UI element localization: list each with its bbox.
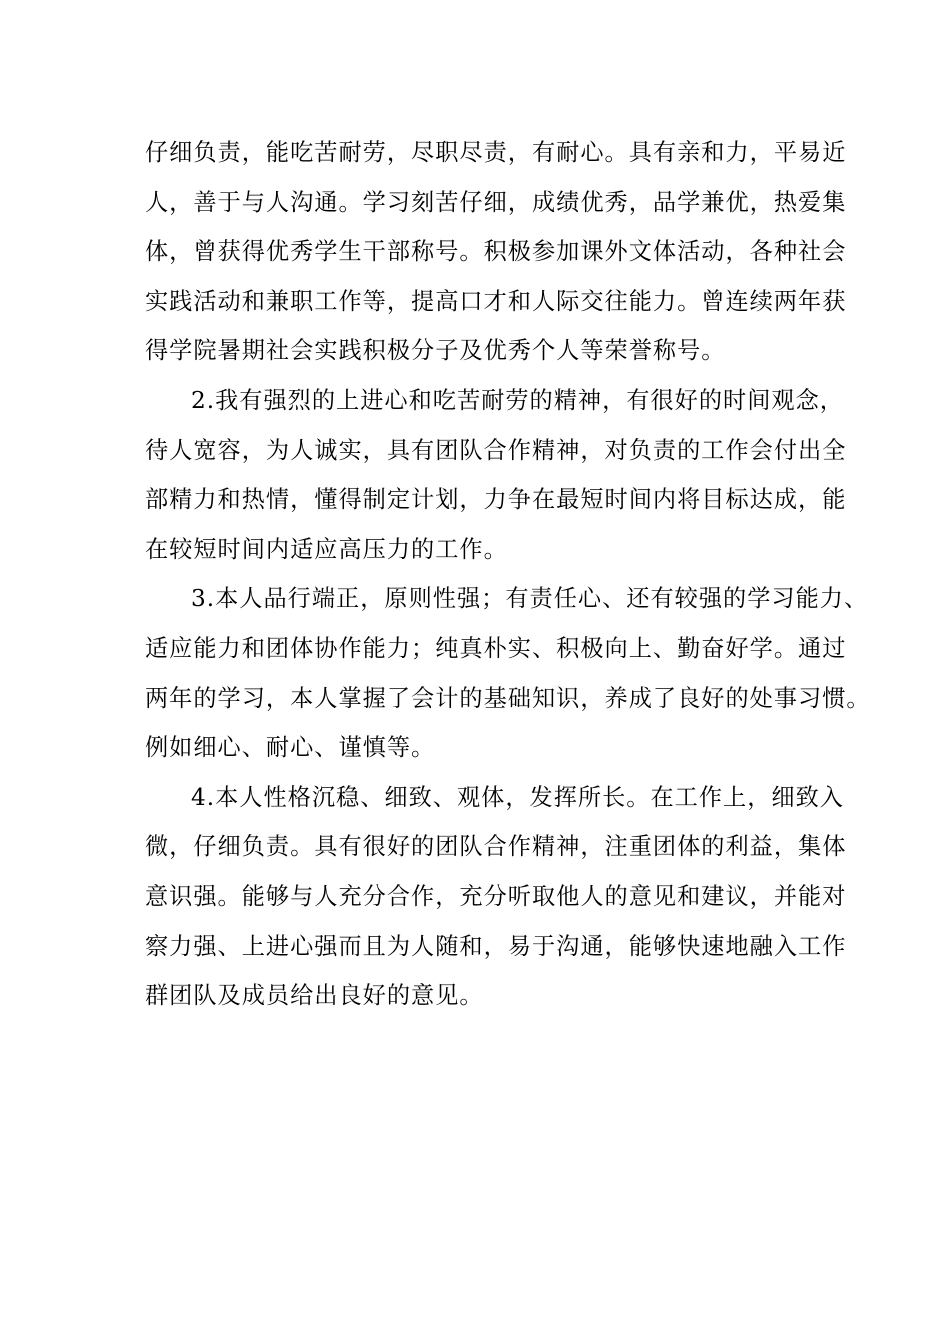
text-line: 两年的学习，本人掌握了会计的基础知识，养成了良好的处事习惯。: [145, 684, 871, 712]
text-line: 在较短时间内适应高压力的工作。: [145, 535, 508, 563]
paragraph-3-first-line: 3.本人品行端正，原则性强；有责任心、还有较强的学习能力、: [191, 585, 869, 613]
paragraph-2-first-line: 2.我有强烈的上进心和吃苦耐劳的精神，有很好的时间观念，: [191, 386, 844, 414]
text-line: 察力强、上进心强而且为人随和，易于沟通，能够快速地融入工作: [145, 932, 847, 960]
text-line: 微，仔细负责。具有很好的团队合作精神，注重团体的利益，集体: [145, 833, 847, 861]
document-body: [145, 128, 871, 1021]
text-line: 适应能力和团体协作能力；纯真朴实、积极向上、勤奋好学。通过: [145, 634, 847, 662]
text-line: 部精力和热情，懂得制定计划，力争在最短时间内将目标达成，能: [145, 486, 847, 514]
text-line: 例如细心、耐心、谨慎等。: [145, 734, 436, 762]
text-line: 待人宽容，为人诚实，具有团队合作精神，对负责的工作会付出全: [145, 436, 847, 464]
text-line: 人，善于与人沟通。学习刻苦仔细，成绩优秀，品学兼优，热爱集: [145, 188, 847, 216]
text-line: 仔细负责，能吃苦耐劳，尽职尽责，有耐心。具有亲和力，平易近: [145, 139, 847, 166]
text-line: 得学院暑期社会实践积极分子及优秀个人等荣誉称号。: [145, 337, 726, 365]
text-line: 意识强。能够与人充分合作，充分听取他人的意见和建议，并能对: [145, 882, 847, 910]
paragraph-4-first-line: 4.本人性格沉稳、细致、观体，发挥所长。在工作上，细致入: [191, 783, 844, 811]
text-line: 群团队及成员给出良好的意见。: [145, 982, 484, 1010]
text-line: 实践活动和兼职工作等，提高口才和人际交往能力。曾连续两年获: [145, 287, 847, 315]
text-line: 体，曾获得优秀学生干部称号。积极参加课外文体活动，各种社会: [145, 238, 847, 266]
